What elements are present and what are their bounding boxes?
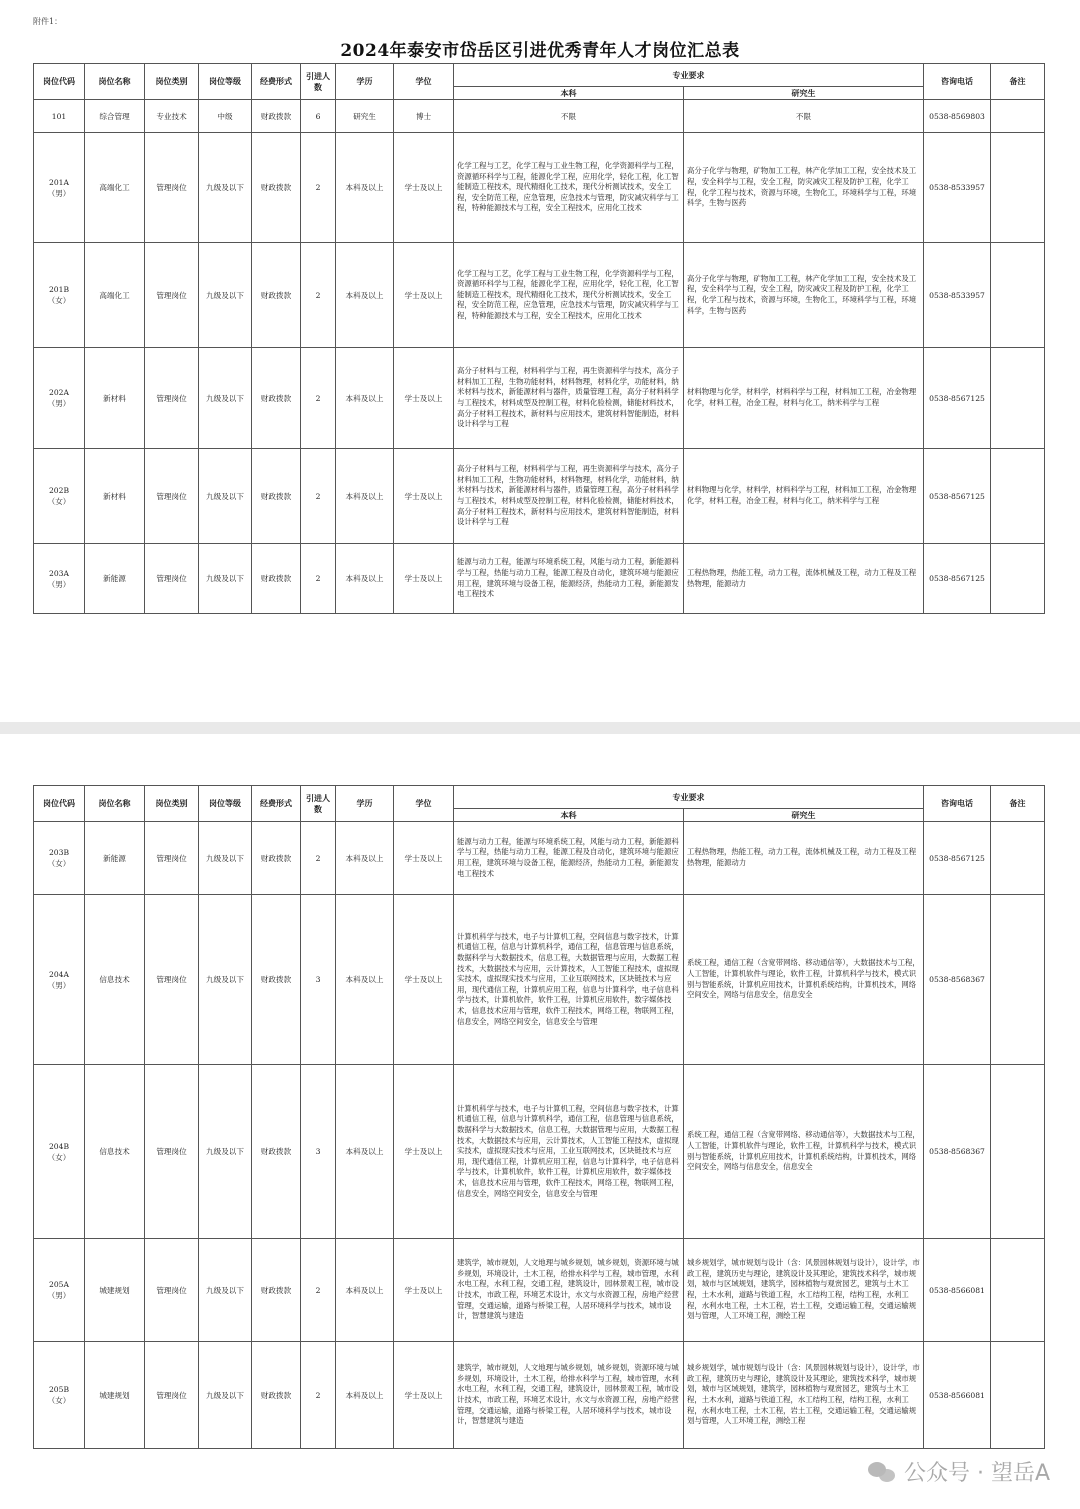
header-note: 备注 — [991, 64, 1045, 100]
cell-undergrad: 计算机科学与技术，电子与计算机工程，空间信息与数字技术，计算机通信工程，信息与计算机科学，通信工程，信息管理与信息系统，数据科学与大数据技术，信息工程，大数据管理与应用，大数据工程技术，大数据技术与应用，云计算技术，人工智能工程技术，虚拟现实技术，虚拟现实技术与应用，工业互联网技术，区块链技术与应用，现代通信工程，计算机应用工程，信息与计算科学，电子信息科学与技术，计算机软件，软件工程，计算机应用软件，数字媒体技术，信息技术应用与管理，软件工程技术，网络工程，物联网工程，信息安全，网络空间安全，信息安全与管理 — [454, 1065, 684, 1239]
cell-code: 101 — [34, 100, 85, 133]
cell-code: 203A （男） — [34, 544, 85, 614]
cell-graduate: 材料物理与化学，材料学，材料科学与工程，材料加工工程，冶金物理化学，材料工程，冶金工程，材料与化工，纳米科学与工程 — [684, 348, 924, 449]
cell-education: 本科及以上 — [336, 1342, 394, 1449]
table-row — [34, 544, 1045, 614]
cell-name: 高端化工 — [85, 243, 145, 348]
header-education: 学历 — [336, 786, 394, 822]
cell-category: 管理岗位 — [145, 1239, 199, 1342]
header-phone: 咨询电话 — [924, 64, 991, 100]
cell-phone: 0538-8533957 — [924, 133, 991, 243]
cell-graduate: 工程热物理，热能工程，动力工程，流体机械及工程，动力工程及工程热物理，能源动力 — [684, 822, 924, 895]
cell-level: 九级及以下 — [199, 449, 252, 544]
header-level: 岗位等级 — [199, 786, 252, 822]
cell-level: 九级及以下 — [199, 243, 252, 348]
cell-level: 九级及以下 — [199, 348, 252, 449]
header-education: 学历 — [336, 64, 394, 100]
cell-degree: 学士及以上 — [394, 1342, 454, 1449]
header-graduate: 研究生 — [684, 809, 924, 822]
header-note: 备注 — [991, 786, 1045, 822]
cell-name: 新材料 — [85, 348, 145, 449]
cell-phone: 0538-8567125 — [924, 348, 991, 449]
cell-name: 综合管理 — [85, 100, 145, 133]
cell-level: 九级及以下 — [199, 133, 252, 243]
cell-undergrad: 化学工程与工艺，化学工程与工业生物工程，化学资源科学与工程，资源循环科学与工程，能源化学工程，应用化学，轻化工程，化工智能制造工程技术，现代精细化工技术，现代分析测试技术，安全工程，安全防范工程，应急管理，应急技术与管理，防灾减灾科学与工程，特种能源技术与工程，安全工程技术，应用化工技术 — [454, 133, 684, 243]
cell-education: 研究生 — [336, 100, 394, 133]
cell-degree: 学士及以上 — [394, 544, 454, 614]
cell-graduate: 高分子化学与物理，矿物加工工程，林产化学加工工程，安全技术及工程，安全科学与工程，安全工程，防灾减灾工程及防护工程，化学工程，化学工程与技术，资源与环境，生物化工，环境科学与工程，环境科学，生物与医药 — [684, 133, 924, 243]
cell-count: 2 — [301, 243, 336, 348]
cell-degree: 学士及以上 — [394, 348, 454, 449]
cell-category: 专业技术 — [145, 100, 199, 133]
wechat-watermark — [868, 1456, 1050, 1487]
cell-graduate: 系统工程，通信工程（含宽带网络、移动通信等），大数据技术与工程，人工智能，计算机软件与理论，软件工程，计算机科学与技术，模式识别与智能系统，计算机应用技术，计算机系统结构，计算机技术，网络空间安全，网络与信息安全，信息安全 — [684, 895, 924, 1065]
cell-code: 201A （男） — [34, 133, 85, 243]
header-code: 岗位代码 — [34, 786, 85, 822]
cell-phone: 0538-8567125 — [924, 822, 991, 895]
cell-level: 九级及以下 — [199, 822, 252, 895]
table-row — [34, 1065, 1045, 1239]
cell-graduate: 材料物理与化学，材料学，材料科学与工程，材料加工工程，冶金物理化学，材料工程，冶金工程，材料与化工，纳米科学与工程 — [684, 449, 924, 544]
cell-undergrad: 能源与动力工程，能源与环境系统工程，风能与动力工程，新能源科学与工程，热能与动力工程，能源工程及自动化，建筑环境与能源应用工程，建筑环境与设备工程，能源经济，热能动力工程，新能源发电工程技术 — [454, 544, 684, 614]
cell-name: 城建规划 — [85, 1342, 145, 1449]
cell-education: 本科及以上 — [336, 348, 394, 449]
header-category: 岗位类别 — [145, 64, 199, 100]
table-row — [34, 822, 1045, 895]
cell-phone: 0538-8568367 — [924, 895, 991, 1065]
cell-level: 中级 — [199, 100, 252, 133]
cell-graduate: 系统工程，通信工程（含宽带网络、移动通信等），大数据技术与工程，人工智能，计算机软件与理论，软件工程，计算机科学与技术，模式识别与智能系统，计算机应用技术，计算机系统结构，计算机技术，网络空间安全，网络与信息安全，信息安全 — [684, 1065, 924, 1239]
cell-code: 202B （女） — [34, 449, 85, 544]
cell-category: 管理岗位 — [145, 1342, 199, 1449]
document-page-2 — [0, 734, 1080, 1509]
cell-education: 本科及以上 — [336, 243, 394, 348]
wechat-icon — [868, 1460, 898, 1484]
header-category: 岗位类别 — [145, 786, 199, 822]
cell-phone: 0538-8569803 — [924, 100, 991, 133]
cell-education: 本科及以上 — [336, 544, 394, 614]
cell-note — [991, 348, 1045, 449]
cell-note — [991, 243, 1045, 348]
cell-name: 高端化工 — [85, 133, 145, 243]
cell-funding: 财政拨款 — [252, 544, 301, 614]
cell-undergrad: 能源与动力工程，能源与环境系统工程，风能与动力工程，新能源科学与工程，热能与动力工程，能源工程及自动化，建筑环境与能源应用工程，建筑环境与设备工程，能源经济，热能动力工程，新能源发电工程技术 — [454, 822, 684, 895]
cell-degree: 学士及以上 — [394, 449, 454, 544]
cell-degree: 博士 — [394, 100, 454, 133]
cell-degree: 学士及以上 — [394, 243, 454, 348]
cell-degree: 学士及以上 — [394, 1239, 454, 1342]
cell-education: 本科及以上 — [336, 1239, 394, 1342]
table-row — [34, 449, 1045, 544]
cell-note — [991, 449, 1045, 544]
cell-undergrad: 不限 — [454, 100, 684, 133]
cell-code: 205A （男） — [34, 1239, 85, 1342]
cell-degree: 学士及以上 — [394, 133, 454, 243]
cell-name: 新能源 — [85, 544, 145, 614]
table-row — [34, 133, 1045, 243]
table-row — [34, 895, 1045, 1065]
cell-count: 2 — [301, 1239, 336, 1342]
cell-undergrad: 高分子材料与工程，材料科学与工程，再生资源科学与技术，高分子材料加工工程，生物功能材料，材料物理，材料化学，功能材料，纳米材料与技术，新能源材料与器件，质量管理工程，高分子材料科学与工程技术，材料成型及控制工程，材料化验检测，储能材料技术，高分子材料工程技术，新材料与应用技术，建筑材料智能制造，材料设计科学与工程 — [454, 449, 684, 544]
cell-undergrad: 化学工程与工艺，化学工程与工业生物工程，化学资源科学与工程，资源循环科学与工程，能源化学工程，应用化学，轻化工程，化工智能制造工程技术，现代精细化工技术，现代分析测试技术，安全工程，安全防范工程，应急管理，应急技术与管理，防灾减灾科学与工程，特种能源技术与工程，安全工程技术，应用化工技术 — [454, 243, 684, 348]
cell-undergrad: 计算机科学与技术，电子与计算机工程，空间信息与数字技术，计算机通信工程，信息与计算机科学，通信工程，信息管理与信息系统，数据科学与大数据技术，信息工程，大数据管理与应用，大数据工程技术，大数据技术与应用，云计算技术，人工智能工程技术，虚拟现实技术，虚拟现实技术与应用，工业互联网技术，区块链技术与应用，现代通信工程，计算机应用工程，信息与计算科学，电子信息科学与技术，计算机软件，软件工程，计算机应用软件，数字媒体技术，信息技术应用与管理，软件工程技术，网络工程，物联网工程，信息安全，网络空间安全，信息安全与管理 — [454, 895, 684, 1065]
cell-graduate: 不限 — [684, 100, 924, 133]
cell-graduate: 工程热物理，热能工程，动力工程，流体机械及工程，动力工程及工程热物理，能源动力 — [684, 544, 924, 614]
cell-phone: 0538-8567125 — [924, 544, 991, 614]
cell-funding: 财政拨款 — [252, 1342, 301, 1449]
header-funding: 经费形式 — [252, 786, 301, 822]
header-name: 岗位名称 — [85, 786, 145, 822]
cell-phone: 0538-8533957 — [924, 243, 991, 348]
cell-education: 本科及以上 — [336, 1065, 394, 1239]
cell-category: 管理岗位 — [145, 822, 199, 895]
header-code: 岗位代码 — [34, 64, 85, 100]
cell-code: 205B （女） — [34, 1342, 85, 1449]
cell-education: 本科及以上 — [336, 822, 394, 895]
document-title: 2024年泰安市岱岳区引进优秀青年人才岗位汇总表 — [340, 41, 740, 61]
cell-code: 201B （女） — [34, 243, 85, 348]
header-major: 专业要求 — [454, 64, 924, 87]
cell-count: 2 — [301, 544, 336, 614]
cell-education: 本科及以上 — [336, 133, 394, 243]
table-row — [34, 243, 1045, 348]
cell-degree: 学士及以上 — [394, 822, 454, 895]
cell-category: 管理岗位 — [145, 449, 199, 544]
cell-degree: 学士及以上 — [394, 895, 454, 1065]
cell-code: 203B （女） — [34, 822, 85, 895]
cell-phone: 0538-8568367 — [924, 1065, 991, 1239]
document-page-1 — [0, 0, 1080, 722]
cell-funding: 财政拨款 — [252, 1239, 301, 1342]
table-row — [34, 1239, 1045, 1342]
cell-funding: 财政拨款 — [252, 1065, 301, 1239]
cell-note — [991, 1065, 1045, 1239]
cell-undergrad: 高分子材料与工程，材料科学与工程，再生资源科学与技术，高分子材料加工工程，生物功能材料，材料物理，材料化学，功能材料，纳米材料与技术，新能源材料与器件，质量管理工程，高分子材料科学与工程技术，材料成型及控制工程，材料化验检测，储能材料技术，高分子材料工程技术，新材料与应用技术，建筑材料智能制造，材料设计科学与工程 — [454, 348, 684, 449]
header-undergrad: 本科 — [454, 87, 684, 100]
cell-count: 2 — [301, 1342, 336, 1449]
cell-note — [991, 133, 1045, 243]
cell-code: 204A （男） — [34, 895, 85, 1065]
header-graduate: 研究生 — [684, 87, 924, 100]
header-degree: 学位 — [394, 786, 454, 822]
cell-count: 3 — [301, 895, 336, 1065]
cell-note — [991, 822, 1045, 895]
cell-graduate: 高分子化学与物理，矿物加工工程，林产化学加工工程，安全技术及工程，安全科学与工程，安全工程，防灾减灾工程及防护工程，化学工程，化学工程与技术，资源与环境，生物化工，环境科学与工程，环境科学，生物与医药 — [684, 243, 924, 348]
header-level: 岗位等级 — [199, 64, 252, 100]
cell-funding: 财政拨款 — [252, 449, 301, 544]
table-row — [34, 100, 1045, 133]
cell-code: 204B （女） — [34, 1065, 85, 1239]
cell-level: 九级及以下 — [199, 895, 252, 1065]
cell-category: 管理岗位 — [145, 348, 199, 449]
cell-name: 信息技术 — [85, 895, 145, 1065]
cell-education: 本科及以上 — [336, 895, 394, 1065]
cell-name: 城建规划 — [85, 1239, 145, 1342]
watermark-text: 公众号 · 望岳A — [903, 1461, 1050, 1486]
cell-note — [991, 895, 1045, 1065]
header-undergrad: 本科 — [454, 809, 684, 822]
cell-degree: 学士及以上 — [394, 1065, 454, 1239]
annex-label: 附件1： — [33, 17, 63, 26]
cell-name: 信息技术 — [85, 1065, 145, 1239]
table-row — [34, 348, 1045, 449]
cell-phone: 0538-8566081 — [924, 1342, 991, 1449]
cell-undergrad: 建筑学，城市规划，人文地理与城乡规划，城乡规划，资源环境与城乡规划，环境设计，土木工程，给排水科学与工程，城市管理，水利水电工程，水利工程，交通工程，建筑设计，园林景观工程，城市设计技术，市政工程，环境艺术设计，水文与水资源工程，房地产经营管理，交通运输，道路与桥梁工程，人居环境科学与技术，城市设计，智慧建筑与建造 — [454, 1239, 684, 1342]
cell-education: 本科及以上 — [336, 449, 394, 544]
cell-code: 202A （男） — [34, 348, 85, 449]
cell-level: 九级及以下 — [199, 544, 252, 614]
positions-table-page-1 — [33, 63, 1045, 614]
cell-funding: 财政拨款 — [252, 133, 301, 243]
cell-name: 新能源 — [85, 822, 145, 895]
cell-category: 管理岗位 — [145, 1065, 199, 1239]
cell-funding: 财政拨款 — [252, 243, 301, 348]
cell-note — [991, 100, 1045, 133]
cell-funding: 财政拨款 — [252, 822, 301, 895]
cell-note — [991, 1342, 1045, 1449]
header-name: 岗位名称 — [85, 64, 145, 100]
cell-note — [991, 544, 1045, 614]
cell-note — [991, 1239, 1045, 1342]
cell-funding: 财政拨款 — [252, 348, 301, 449]
cell-phone: 0538-8567125 — [924, 449, 991, 544]
header-funding: 经费形式 — [252, 64, 301, 100]
positions-table-page-2 — [33, 785, 1045, 1449]
cell-category: 管理岗位 — [145, 544, 199, 614]
cell-category: 管理岗位 — [145, 133, 199, 243]
header-phone: 咨询电话 — [924, 786, 991, 822]
cell-count: 2 — [301, 449, 336, 544]
cell-category: 管理岗位 — [145, 895, 199, 1065]
header-count: 引进人数 — [301, 64, 336, 100]
cell-count: 2 — [301, 133, 336, 243]
cell-count: 3 — [301, 1065, 336, 1239]
header-count: 引进人数 — [301, 786, 336, 822]
cell-level: 九级及以下 — [199, 1065, 252, 1239]
cell-level: 九级及以下 — [199, 1342, 252, 1449]
cell-phone: 0538-8566081 — [924, 1239, 991, 1342]
header-degree: 学位 — [394, 64, 454, 100]
cell-funding: 财政拨款 — [252, 895, 301, 1065]
header-major: 专业要求 — [454, 786, 924, 809]
cell-graduate: 城乡规划学，城市规划与设计（含：风景园林规划与设计），设计学，市政工程，建筑历史与理论，建筑设计及其理论，建筑技术科学，城市规划，城市与区域规划，建筑学，园林植物与观赏园艺，建筑与土木工程，土木水利，道路与铁道工程，水工结构工程，结构工程，水利工程，水利水电工程，土木工程，岩土工程，交通运输工程，交通运输规划与管理，人工环境工程，测绘工程 — [684, 1342, 924, 1449]
cell-level: 九级及以下 — [199, 1239, 252, 1342]
cell-graduate: 城乡规划学，城市规划与设计（含：风景园林规划与设计），设计学，市政工程，建筑历史与理论，建筑设计及其理论，建筑技术科学，城市规划，城市与区域规划，建筑学，园林植物与观赏园艺，建筑与土木工程，土木水利，道路与铁道工程，水工结构工程，结构工程，水利工程，水利水电工程，土木工程，岩土工程，交通运输工程，交通运输规划与管理，人工环境工程，测绘工程 — [684, 1239, 924, 1342]
cell-count: 2 — [301, 348, 336, 449]
cell-count: 6 — [301, 100, 336, 133]
cell-undergrad: 建筑学，城市规划，人文地理与城乡规划，城乡规划，资源环境与城乡规划，环境设计，土木工程，给排水科学与工程，城市管理，水利水电工程，水利工程，交通工程，建筑设计，园林景观工程，城市设计技术，市政工程，环境艺术设计，水文与水资源工程，房地产经营管理，交通运输，道路与桥梁工程，人居环境科学与技术，城市设计，智慧建筑与建造 — [454, 1342, 684, 1449]
cell-funding: 财政拨款 — [252, 100, 301, 133]
cell-category: 管理岗位 — [145, 243, 199, 348]
cell-name: 新材料 — [85, 449, 145, 544]
cell-count: 2 — [301, 822, 336, 895]
table-row — [34, 1342, 1045, 1449]
